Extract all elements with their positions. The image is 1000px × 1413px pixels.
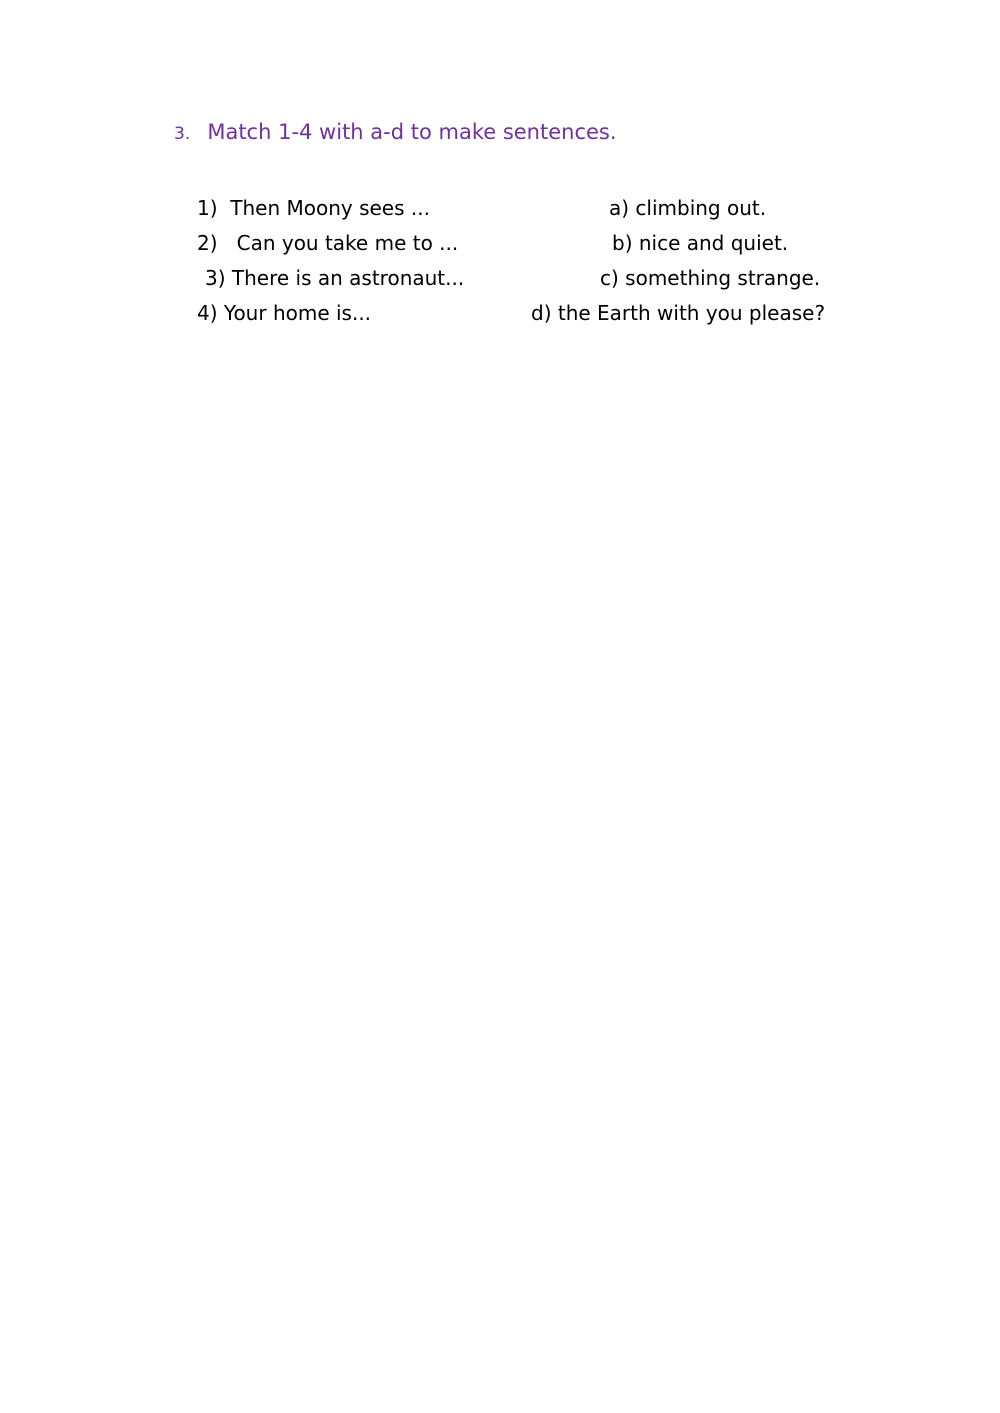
exercise-header — [174, 120, 617, 144]
sentence-ending-b: b) nice and quiet. — [612, 231, 789, 255]
exercise-number: 3. — [174, 124, 191, 144]
sentence-ending-a: a) climbing out. — [609, 196, 767, 220]
sentence-start-2: 2) Can you take me to ... — [197, 231, 459, 255]
sentence-start-1: 1) Then Moony sees ... — [197, 196, 430, 220]
exercise-instruction: Match 1-4 with a-d to make sentences. — [207, 120, 617, 144]
sentence-start-3: 3) There is an astronaut... — [205, 266, 465, 290]
sentence-ending-d: d) the Earth with you please? — [531, 301, 826, 325]
sentence-ending-c: c) something strange. — [600, 266, 821, 290]
sentence-start-4: 4) Your home is... — [197, 301, 372, 325]
